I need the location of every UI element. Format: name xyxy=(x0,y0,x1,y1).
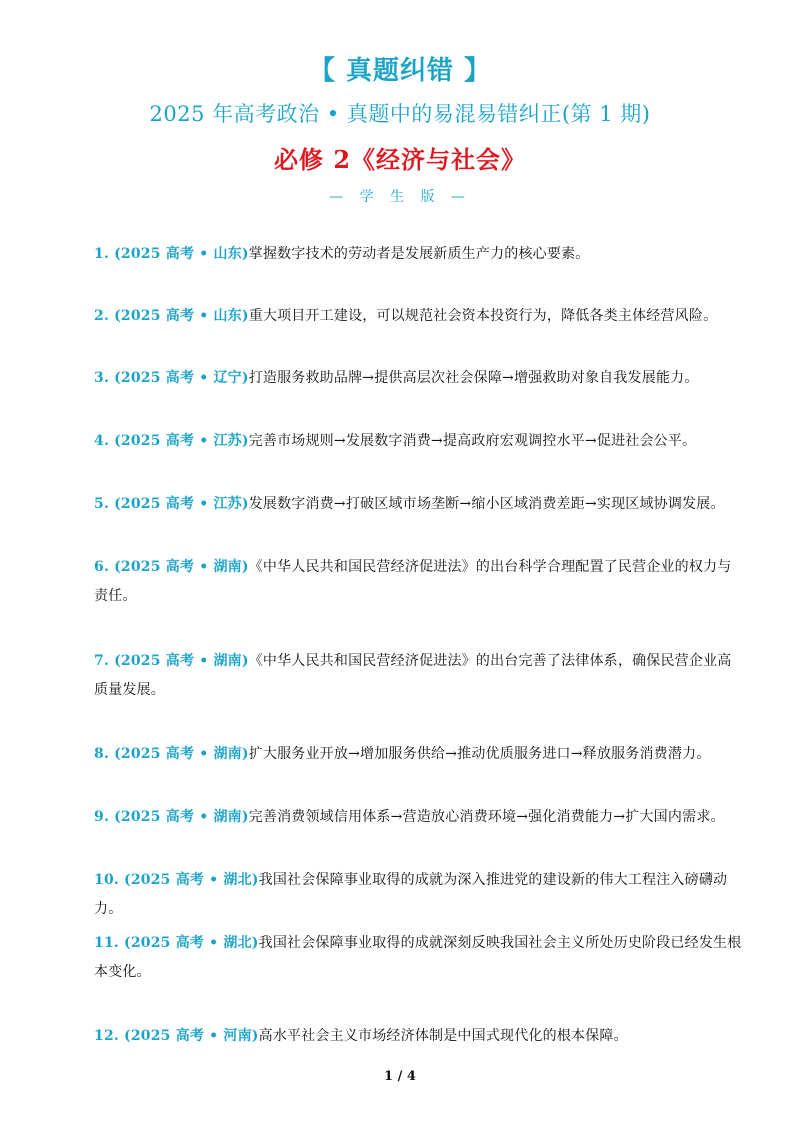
module-title-text: 必修 2《经济与社会》 xyxy=(273,145,527,174)
subtitle-text: 2025 年高考政治 • 真题中的易混易错纠正(第 1 期) xyxy=(149,102,651,126)
question-item-1 xyxy=(94,240,744,269)
question-source: 5. (2025 高考 • 江苏) xyxy=(94,496,249,512)
question-source: 6. (2025 高考 • 湖南) xyxy=(94,559,249,575)
question-text: 完善消费领域信用体系→营造放心消费环境→强化消费能力→扩大国内需求。 xyxy=(248,809,725,825)
question-text: 掌握数字技术的劳动者是发展新质生产力的核心要素。 xyxy=(248,246,590,262)
question-source: 1. (2025 高考 • 山东) xyxy=(94,246,249,262)
question-item-8 xyxy=(94,740,744,769)
question-source: 11. (2025 高考 • 湖北) xyxy=(94,935,259,951)
question-item-3 xyxy=(94,364,744,393)
question-item-5 xyxy=(94,490,744,519)
question-source: 12. (2025 高考 • 河南) xyxy=(94,1028,259,1044)
banner-title xyxy=(0,50,800,87)
edition-label xyxy=(0,186,800,206)
question-text: 《中华人民共和国民营经济促进法》的出台科学合理配置了民营企业的权力与责任。 xyxy=(94,559,732,604)
question-text: 高水平社会主义市场经济体制是中国式现代化的根本保障。 xyxy=(258,1028,628,1044)
question-source: 3. (2025 高考 • 辽宁) xyxy=(94,370,249,386)
edition-text: — 学 生 版 — xyxy=(329,189,471,205)
page-number-text: 1 / 4 xyxy=(384,1069,416,1084)
banner-text: 【 真题纠错 】 xyxy=(308,56,492,86)
question-text: 发展数字消费→打破区域市场垄断→缩小区域消费差距→实现区域协调发展。 xyxy=(248,496,725,512)
question-text: 我国社会保障事业取得的成就深刻反映我国社会主义所处历史阶段已经发生根本变化。 xyxy=(94,935,742,980)
page-number xyxy=(0,1069,800,1084)
question-source: 8. (2025 高考 • 湖南) xyxy=(94,746,249,762)
question-item-6 xyxy=(94,553,744,611)
question-item-10 xyxy=(94,866,744,924)
question-item-2 xyxy=(94,302,744,331)
question-text: 重大项目开工建设，可以规范社会资本投资行为，降低各类主体经营风险。 xyxy=(248,308,718,324)
question-text: 《中华人民共和国民营经济促进法》的出台完善了法律体系，确保民营企业高质量发展。 xyxy=(94,653,732,698)
question-item-12 xyxy=(94,1022,744,1051)
question-source: 4. (2025 高考 • 江苏) xyxy=(94,433,249,449)
question-source: 2. (2025 高考 • 山东) xyxy=(94,308,249,324)
question-source: 10. (2025 高考 • 湖北) xyxy=(94,872,259,888)
module-title xyxy=(0,140,800,175)
question-source: 7. (2025 高考 • 湖南) xyxy=(94,653,249,669)
question-item-4 xyxy=(94,427,744,456)
question-item-9 xyxy=(94,803,744,832)
question-item-7 xyxy=(94,647,744,705)
question-item-11 xyxy=(94,929,744,987)
question-source: 9. (2025 高考 • 湖南) xyxy=(94,809,249,825)
question-text: 打造服务救助品牌→提供高层次社会保障→增强救助对象自我发展能力。 xyxy=(248,370,699,386)
question-text: 我国社会保障事业取得的成就为深入推进党的建设新的伟大工程注入磅礴动力。 xyxy=(94,872,728,917)
question-text: 扩大服务业开放→增加服务供给→推动优质服务进口→释放服务消费潜力。 xyxy=(248,746,711,762)
question-text: 完善市场规则→发展数字消费→提高政府宏观调控水平→促进社会公平。 xyxy=(248,433,697,449)
subtitle xyxy=(0,98,800,128)
